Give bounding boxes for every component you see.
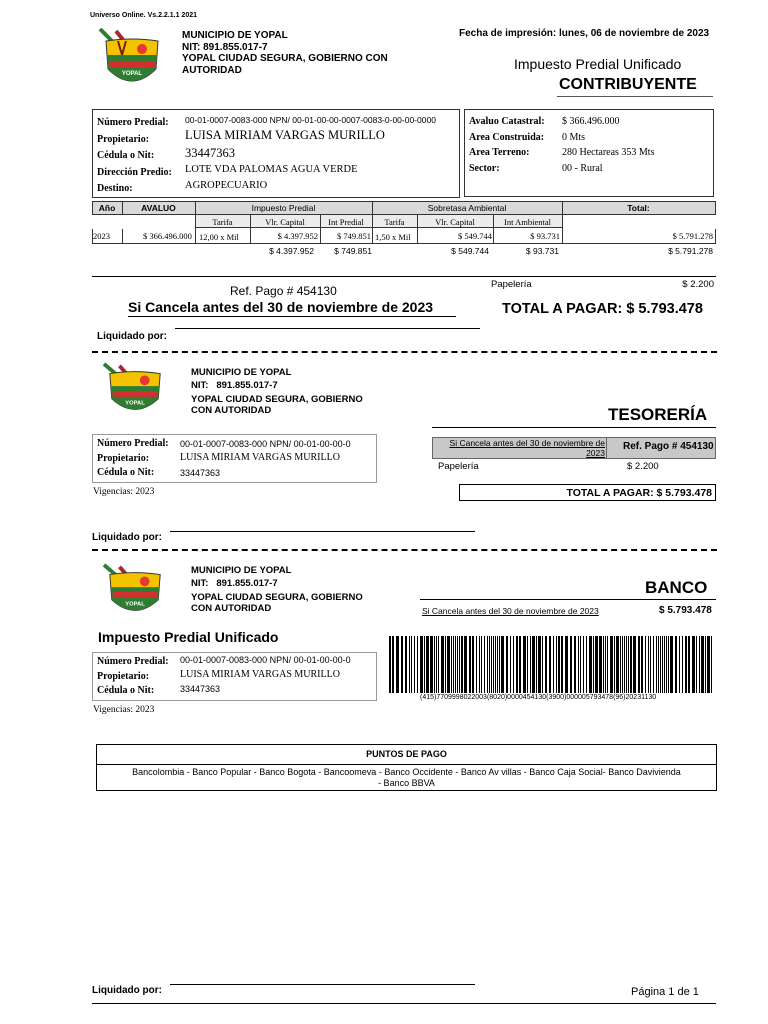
municipality-name-3: MUNICIPIO DE YOPAL	[191, 565, 292, 576]
row-vlr-capital-ambiental: $ 549.744	[458, 231, 492, 241]
print-date: Fecha de impresión: lunes, 06 de noviembre de 2023	[459, 28, 710, 39]
cedula-label: Cédula o Nit:	[97, 150, 155, 161]
yopal-shield-logo-2	[100, 360, 170, 422]
numero-predial-value-2: 00-01-0007-0083-000 NPN/ 00-01-00-00-0	[180, 439, 351, 449]
numero-predial-value: 00-01-0007-0083-000 NPN/ 00-01-00-00-0007-0083-0-00-00-0000	[185, 115, 436, 125]
th-total: Total:	[627, 203, 650, 213]
destino-label: Destino:	[97, 183, 133, 194]
tesoreria-rule	[432, 427, 716, 428]
propietario-value-2: LUISA MIRIAM VARGAS MURILLO	[180, 452, 340, 463]
th-int-ambiental: Int Ambiental	[504, 217, 551, 227]
row-total: $ 5.791.278	[672, 231, 713, 241]
numero-predial-label-3: Número Predial:	[97, 656, 169, 667]
row-int-ambiental: $ 93.731	[530, 231, 560, 241]
title-underline	[557, 96, 713, 97]
th-impuesto-predial: Impuesto Predial	[251, 203, 316, 213]
th-vlr-capital-ambiental: Vlr. Capital	[435, 217, 475, 227]
area-construida-value: 0 Mts	[562, 131, 586, 143]
nit-value-3: 891.855.017-7	[216, 578, 278, 589]
puntos-de-pago-title: PUNTOS DE PAGO	[366, 749, 447, 759]
cedula-label-2: Cédula o Nit:	[97, 467, 155, 478]
cedula-value: 33447363	[185, 146, 235, 160]
direccion-label: Dirección Predio:	[97, 166, 172, 178]
propietario-value: LUISA MIRIAM VARGAS MURILLO	[185, 128, 385, 142]
cedula-label-3: Cédula o Nit:	[97, 685, 155, 696]
puntos-de-pago-line1: Bancolombia - Banco Popular - Banco Bogota - Bancoomeva - Banco Occidente - Banco Av villas - Banco Caja Social- Banco Davivienda	[132, 767, 681, 777]
th-anio: Año	[98, 203, 116, 213]
row-tarifa: 12,00 x Mil	[199, 232, 239, 242]
papeleria-value-2: $ 2.200	[627, 461, 659, 472]
vigencias-2: Vigencias: 2023	[93, 487, 155, 497]
deadline-a-2: Si Cancela antes del 30 de noviembre de	[449, 438, 605, 448]
numero-predial-value-3: 00-01-0007-0083-000 NPN/ 00-01-00-00-0	[180, 655, 351, 665]
municipality-slogan-2: AUTORIDAD	[182, 64, 242, 76]
municipality-slogan-b2-3: CON AUTORIDAD	[191, 603, 272, 614]
row-tarifa-ambiental: 1,50 x Mil	[375, 232, 411, 242]
th-tarifa-ambiental: Tarifa	[384, 217, 405, 227]
liquidado-por-label: Liquidado por:	[97, 331, 167, 342]
avaluo-catastral-label: Avaluo Catastral:	[469, 116, 545, 127]
puntos-de-pago-line2: - Banco BBVA	[378, 778, 435, 788]
municipality-name-2: MUNICIPIO DE YOPAL	[191, 367, 292, 378]
papeleria-label: Papelería	[491, 279, 532, 290]
numero-predial-label-2: Número Predial:	[97, 438, 169, 449]
yopal-shield-logo	[96, 23, 168, 95]
papeleria-value: $ 2.200	[682, 279, 714, 290]
nit-label-2: NIT:	[191, 380, 209, 391]
logo-yopal-text: YOPAL	[121, 71, 143, 77]
municipality-name: MUNICIPIO DE YOPAL	[182, 30, 288, 41]
doc-title-3: Impuesto Predial Unificado	[98, 629, 279, 645]
municipality-slogan-b1-2: YOPAL CIUDAD SEGURA, GOBIERNO	[191, 394, 363, 405]
th-int-predial: Int Predial	[328, 217, 364, 227]
sector-label: Sector:	[469, 162, 500, 174]
th-sobretasa-ambiental: Sobretasa Ambiental	[427, 203, 507, 213]
propietario-label: Propietario:	[97, 133, 150, 145]
row-vlr-capital: $ 4.397.952	[277, 231, 318, 241]
logo-yopal-text-3: YOPAL	[125, 601, 145, 608]
nit-value-2: 891.855.017-7	[216, 380, 278, 391]
deadline-3: Si Cancela antes del 30 de noviembre de 2023	[422, 606, 599, 616]
vigencias-3: Vigencias: 2023	[93, 705, 155, 715]
avaluo-catastral-value: $ 366.496.000	[562, 116, 620, 127]
barcode-text: (415)7709998022003(8020)0000454130(3900)000005793478(96)20231130	[420, 694, 657, 701]
municipality-slogan-b1-3: YOPAL CIUDAD SEGURA, GOBIERNO	[191, 592, 363, 603]
amount-3: $ 5.793.478	[659, 605, 712, 616]
area-construida-label: Area Construida:	[469, 131, 545, 143]
propietario-value-3: LUISA MIRIAM VARGAS MURILLO	[180, 669, 340, 680]
papeleria-label-2: Papelería	[438, 461, 479, 472]
th-vlr-capital: Vlr. Capital	[265, 217, 305, 227]
total-a-pagar: TOTAL A PAGAR: $ 5.793.478	[502, 301, 703, 317]
propietario-label-3: Propietario:	[97, 670, 150, 682]
payment-barcode	[389, 636, 716, 693]
copy-label-tesoreria: TESORERÍA	[608, 405, 708, 424]
nit-label-3: NIT:	[191, 578, 209, 589]
version-label: Universo Online. Vs.2.2.1.1 2021	[90, 12, 197, 19]
row-avaluo: $ 366.496.000	[143, 231, 192, 241]
sector-value: 00 - Rural	[562, 162, 603, 174]
liquidado-por-line-2	[170, 531, 475, 532]
liquidado-por-line-footer	[170, 984, 475, 985]
municipality-nit: NIT: 891.855.017-7	[182, 41, 268, 53]
banco-rule	[420, 599, 716, 600]
copy-label-contribuyente: CONTRIBUYENTE	[559, 76, 697, 93]
cut-line-1	[92, 351, 717, 353]
area-terreno-label: Area Terreno:	[469, 147, 530, 158]
cedula-value-3: 33447363	[180, 684, 221, 694]
liquidado-por-line	[175, 328, 480, 329]
total-general: $ 5.791.278	[668, 246, 713, 256]
total-vlr-capital: $ 4.397.952	[269, 246, 314, 256]
ref-pago-2: Ref. Pago # 454130	[623, 441, 714, 452]
copy-label-banco: BANCO	[645, 578, 708, 597]
destino-value: AGROPECUARIO	[185, 180, 268, 191]
total-int-predial: $ 749.851	[334, 246, 372, 256]
total-a-pagar-2: TOTAL A PAGAR: $ 5.793.478	[566, 487, 712, 499]
yopal-shield-logo-3	[100, 561, 170, 623]
page-number: Página 1 de 1	[631, 986, 699, 998]
row-int-predial: $ 749.851	[337, 231, 371, 241]
logo-yopal-text-2: YOPAL	[125, 400, 145, 407]
footer-rule	[92, 1003, 716, 1004]
row-anio: 2023	[93, 231, 110, 241]
liquidado-por-label-footer: Liquidado por:	[92, 985, 162, 996]
total-vlr-capital-ambiental: $ 549.744	[451, 246, 489, 256]
doc-title: Impuesto Predial Unificado	[514, 56, 682, 72]
municipality-slogan-b2-2: CON AUTORIDAD	[191, 405, 272, 416]
th-avaluo: AVALUO	[141, 203, 176, 213]
area-terreno-value: 280 Hectareas 353 Mts	[562, 147, 655, 158]
direccion-value: LOTE VDA PALOMAS AGUA VERDE	[185, 164, 358, 175]
ref-pago: Ref. Pago # 454130	[230, 284, 337, 298]
cedula-value-2: 33447363	[180, 468, 221, 478]
municipality-slogan-1: YOPAL CIUDAD SEGURA, GOBIERNO CON	[182, 53, 388, 64]
total-int-ambiental: $ 93.731	[525, 246, 559, 256]
liquidado-por-label-2: Liquidado por:	[92, 532, 162, 543]
numero-predial-label: Número Predial:	[97, 117, 169, 128]
deadline: Si Cancela antes del 30 de noviembre de 2023	[128, 299, 434, 315]
propietario-label-2: Propietario:	[97, 452, 150, 464]
cut-line-2	[92, 549, 717, 551]
deadline-b-2: 2023	[586, 448, 605, 458]
th-tarifa: Tarifa	[212, 217, 233, 227]
